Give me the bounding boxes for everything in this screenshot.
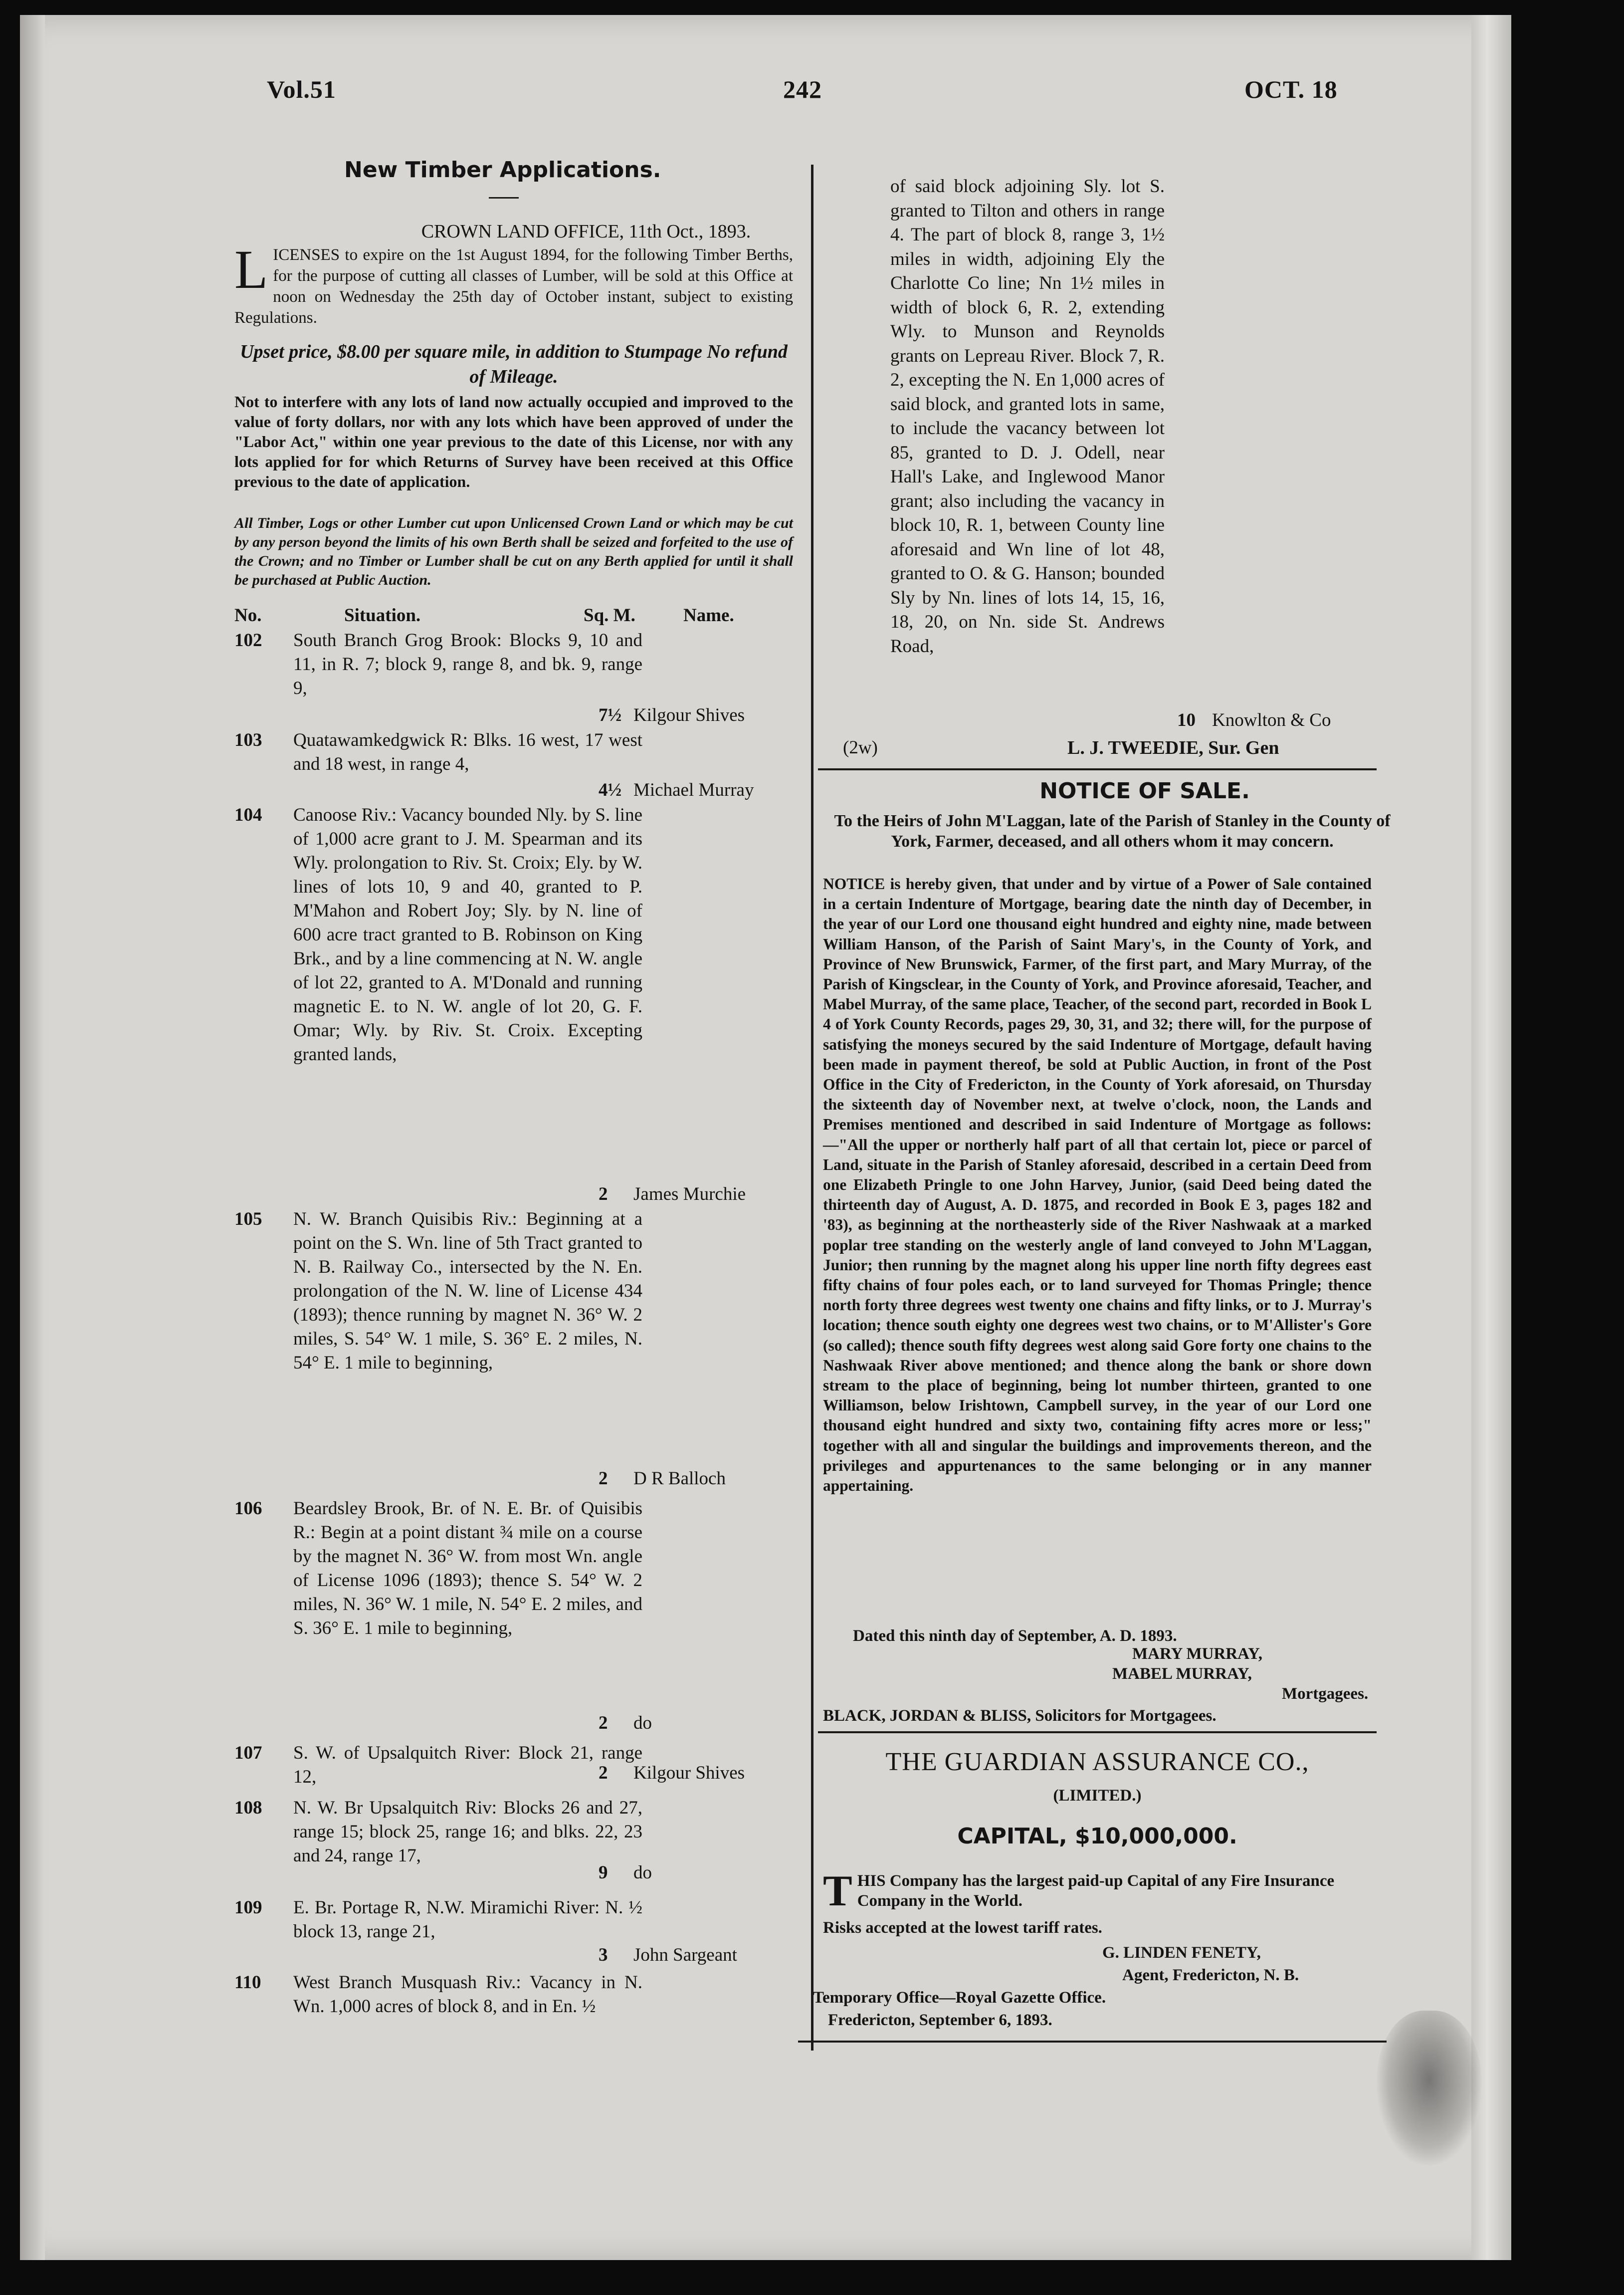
dropcap-t: T xyxy=(823,1867,852,1915)
page-gutter xyxy=(20,15,45,2260)
entry-number: 109 xyxy=(234,1897,262,1918)
entry-sqm: 2 xyxy=(599,1184,608,1204)
entry-name: John Sargeant xyxy=(633,1945,737,1965)
office-line: CROWN LAND OFFICE, 11th Oct., 1893. xyxy=(421,221,751,242)
timber-entry xyxy=(234,728,798,803)
timber-entry xyxy=(234,1497,798,1736)
entry-situation: South Branch Grog Brook: Blocks 9, 10 and 11, in R. 7; block 9, range 8, and bk. 9, range 9, xyxy=(293,630,642,698)
entry-sqm: 2 xyxy=(599,1468,608,1489)
sale-title: NOTICE OF SALE. xyxy=(1039,778,1250,804)
entry-sqm: 3 xyxy=(599,1945,608,1965)
guardian-date: Fredericton, September 6, 1893. xyxy=(828,2011,1052,2029)
signer-mary: MARY MURRAY, xyxy=(1132,1645,1263,1663)
guardian-risks: Risks accepted at the lowest tariff rates. xyxy=(823,1919,1102,1937)
timber-entry xyxy=(234,1971,798,2031)
guardian-agent-name: G. LINDEN FENETY, xyxy=(1102,1944,1261,1962)
continuation-name: Knowlton & Co xyxy=(1212,710,1331,730)
entry-number: 105 xyxy=(234,1209,262,1229)
col-header-no: No. xyxy=(234,605,262,626)
bottom-rule xyxy=(798,2041,1387,2043)
entry-situation: S. W. of Upsalquitch River: Block 21, range 12, xyxy=(293,1743,642,1787)
guardian-limited: (LIMITED.) xyxy=(1053,1787,1142,1805)
thumbprint-smudge xyxy=(1377,2011,1481,2165)
surveyor-signature: L. J. TWEEDIE, Sur. Gen xyxy=(1067,737,1279,758)
entry-situation: N. W. Branch Quisibis Riv.: Beginning at a point on the S. Wn. line of 5th Tract granted to N. B. Railway Co., intersected by the N. En. prolongation of the N. W. line of License 434 (1893); thence running by magnet N. 36° W. 2 miles, S. 54° W. 1 mile, S. 36° E. 2 miles, N. 54° E. 1 mile to beginning, xyxy=(293,1209,642,1373)
entry-situation: Canoose Riv.: Vacancy bounded Nly. by S. line of 1,000 acre grant to J. M. Spearman and its Wly. prolongation to Riv. St. Croix; Ely. by W. lines of lots 10, 9 and 40, granted to P. M'Mahon and Robert Joy; Sly. by N. line of 600 acre tract granted to B. Robinson on King Brk., and by a line commencing at N. W. angle of lot 22, granted to A. M'Donald and running magnetic E. to N. W. angle of lot 20, G. F. Omar; Wly. by Riv. St. Croix. Excepting granted lands, xyxy=(293,805,642,1065)
licenses-intro xyxy=(234,239,793,328)
dropcap-l: L xyxy=(234,239,268,300)
timber-entry xyxy=(234,1896,798,1971)
timber-title: New Timber Applications. xyxy=(344,157,661,183)
page-number: 242 xyxy=(783,75,822,103)
warning-clause: All Timber, Logs or other Lumber cut upon Unlicensed Crown Land or which may be cut by any person beyond the limits of his own Berth shall be seized and forfeited to the use of the Crown; and no Timber or Lumber shall be cut on any Berth applied for until it shall be purchased at Public Auction. xyxy=(234,515,793,588)
signer-mabel: MABEL MURRAY, xyxy=(1112,1665,1252,1683)
col-header-name: Name. xyxy=(683,605,734,626)
timber-continuation: of said block adjoining Sly. lot S. granted to Tilton and others in range 4. The part of block 8, range 3, 1½ miles in width, adjoining Ely the Charlotte Co line; Nn 1½ miles in width of block 6, R. 2, extending Wly. to Munson and Reynolds grants on Lepreau River. Block 7, R. 2, excepting the N. En 1,000 acres of said block, and granted lots in same, to include the vacancy between lot 85, granted to D. J. Odell, near Hall's Lake, and Inglewood Manor grant; also including the vacancy in block 10, R. 1, between County line aforesaid and Wn line of lot 48, granted to O. & G. Hanson; bounded Sly by Nn. lines of lots 14, 15, 16, 18, 20, on Nn. side St. Andrews Road, xyxy=(890,176,1165,657)
licenses-intro-text: ICENSES to expire on the 1st August 1894, for the following Timber Berths, for the purpose of cutting all classes of Lumber, will be sold at this Office at noon on Wednesday the 25th day of October instant, subject to existing Regulations. xyxy=(234,246,793,327)
guardian-body-text: HIS Company has the largest paid-up Capital of any Fire Insurance Company in the World. xyxy=(857,1872,1335,1910)
entry-number: 102 xyxy=(234,630,262,651)
entry-situation: E. Br. Portage R, N.W. Miramichi River: N. ½ block 13, range 21, xyxy=(293,1897,642,1942)
entry-sqm: 2 xyxy=(599,1713,608,1733)
entry-situation: Beardsley Brook, Br. of N. E. Br. of Quisibis R.: Begin at a point distant ¾ mile on a course by the magnet N. 36° W. from most Wn. angle of License 1096 (1893); thence S. 54° W. 2 miles, N. 36° W. 1 mile, N. 54° E. 2 miles, and S. 36° E. 1 mile to beginning, xyxy=(293,1498,642,1638)
timber-entry xyxy=(234,1796,798,1896)
sale-body: NOTICE is hereby given, that under and by virtue of a Power of Sale contained in a certain Indenture of Mortgage, bearing date the ninth day of December, in the year of our Lord one thousand eight hundred and eighty nine, made between William Hanson, of the Parish of Saint Mary's, in the County of York, and Province of New Brunswick, Farmer, of the first part, and Mary Murray, of the Parish of Kingsclear, in the County of York, and Province aforesaid, Teacher, and Mabel Murray, of the same place, Teacher, of the second part, recorded in Book L 4 of York County Records, pages 29, 30, 31, and 32; there will, for the purpose of satisfying the moneys secured by the said Indenture of Mortgage, default having been made in payment thereof, be sold at Public Auction, in front of the Post Office in the City of Fredericton, in the County of York aforesaid, on Thursday the sixteenth day of November next, at twelve o'clock, noon, the Lands and Premises mentioned and described in said Indenture of Mortgage as follows:—"All the upper or northerly half part of all that certain lot, piece or parcel of Land, situate in the Parish of Stanley aforesaid, described in a certain Deed from one Elizabeth Pringle to one John Harvey, Junior, (said Deed being dated the thirteenth day of August, A. D. 1875, and recorded in Book E 3, pages 182 and '83), as beginning at the northeasterly side of the River Nashwaak at a marked poplar tree standing on the westerly angle of land conveyed to John M'Laggan, Junior; then running by the magnet along his upper line north fifty degrees east fifty chains of four poles each, or to land surveyed for Thomas Pringle; thence north forty three degrees west twenty one chains and fifty links, or to J. Murray's location; thence south eighty one degrees west two chains, or to M'Allister's Gore (so called); thence south fifty degrees west along said Gore forty one chains to the Nashwaak River above mentioned; and thence along the bank or shore down stream to the place of beginning, being lot number thirteen, granted to one Williamson, below Irishtown, Campbell survey, in the year of our Lord one thousand eight hundred and sixty two, containing fifty acres more or less;" together with all and singular the buildings and improvements thereon, and the privileges and appurtenances to the same belonging or in any manner appertaining. xyxy=(823,875,1372,1495)
timber-entry xyxy=(234,803,798,1202)
upset-price: Upset price, $8.00 per square mile, in addition to Stumpage No refund of Mileage. xyxy=(240,341,788,387)
issue-date: OCT. 18 xyxy=(1244,75,1338,103)
sale-address: To the Heirs of John M'Laggan, late of the Parish of Stanley in the County of York, Farmer, deceased, and all others whom it may concern. xyxy=(834,812,1391,851)
entry-number: 107 xyxy=(234,1743,262,1763)
page-edge xyxy=(1471,15,1511,2260)
guardian-agent-line: Agent, Fredericton, N. B. xyxy=(1122,1966,1299,1984)
entry-name: Michael Murray xyxy=(633,780,754,800)
col-header-sqm: Sq. M. xyxy=(584,605,635,626)
entry-situation: N. W. Br Upsalquitch Riv: Blocks 26 and 27, range 15; block 25, range 16; and blks. 22, 23 and 24, range 17, xyxy=(293,1798,642,1866)
sale-dated: Dated this ninth day of September, A. D. 1893. xyxy=(853,1627,1177,1645)
column-rule xyxy=(811,165,813,2051)
entry-number: 110 xyxy=(234,1972,261,1993)
entry-sqm: 9 xyxy=(599,1862,608,1883)
entry-sqm: 7½ xyxy=(599,705,622,725)
entry-name: Kilgour Shives xyxy=(633,705,745,725)
guardian-capital: CAPITAL, $10,000,000. xyxy=(957,1824,1237,1849)
entry-name: D R Balloch xyxy=(633,1468,726,1489)
entry-sqm: 4½ xyxy=(599,780,622,800)
entry-name: James Murchie xyxy=(633,1184,746,1204)
title-dash xyxy=(489,197,519,199)
timber-entry xyxy=(234,629,798,728)
guardian-body xyxy=(823,1867,1372,1915)
divider-rule xyxy=(818,1731,1377,1733)
continuation-sqm: 10 xyxy=(1177,710,1196,730)
guardian-title: THE GUARDIAN ASSURANCE CO., xyxy=(885,1748,1309,1776)
issue-mark: (2w) xyxy=(843,737,878,758)
interfere-clause: Not to interfere with any lots of land now actually occupied and improved to the value of forty dollars, nor with any lots which have been approved of under the "Labor Act," within one year previous to the date of this License, nor with any lots applied for for which Returns of Survey have been received at this Office previous to the date of application. xyxy=(234,393,793,490)
col-header-situation: Situation. xyxy=(344,605,421,626)
entry-name: Kilgour Shives xyxy=(633,1763,745,1783)
entry-number: 108 xyxy=(234,1798,262,1818)
entry-situation: Quatawamkedgwick R: Blks. 16 west, 17 west and 18 west, in range 4, xyxy=(293,730,642,774)
volume-label: Vol.51 xyxy=(267,75,336,103)
entry-number: 106 xyxy=(234,1498,262,1519)
solicitors: BLACK, JORDAN & BLISS, Solicitors for Mortgagees. xyxy=(823,1707,1217,1725)
entry-sqm: 2 xyxy=(599,1763,608,1783)
entry-name: do xyxy=(633,1713,652,1733)
guardian-office: Temporary Office—Royal Gazette Office. xyxy=(813,1989,1106,2007)
entry-number: 104 xyxy=(234,805,262,825)
timber-entry xyxy=(234,1741,798,1796)
entry-situation: West Branch Musquash Riv.: Vacancy in N. Wn. 1,000 acres of block 8, and in En. ½ xyxy=(293,1972,642,2017)
timber-entry xyxy=(234,1207,798,1497)
divider-rule xyxy=(818,768,1377,770)
entry-name: do xyxy=(633,1862,652,1883)
signer-role: Mortgagees. xyxy=(1282,1685,1369,1703)
entry-number: 103 xyxy=(234,730,262,750)
